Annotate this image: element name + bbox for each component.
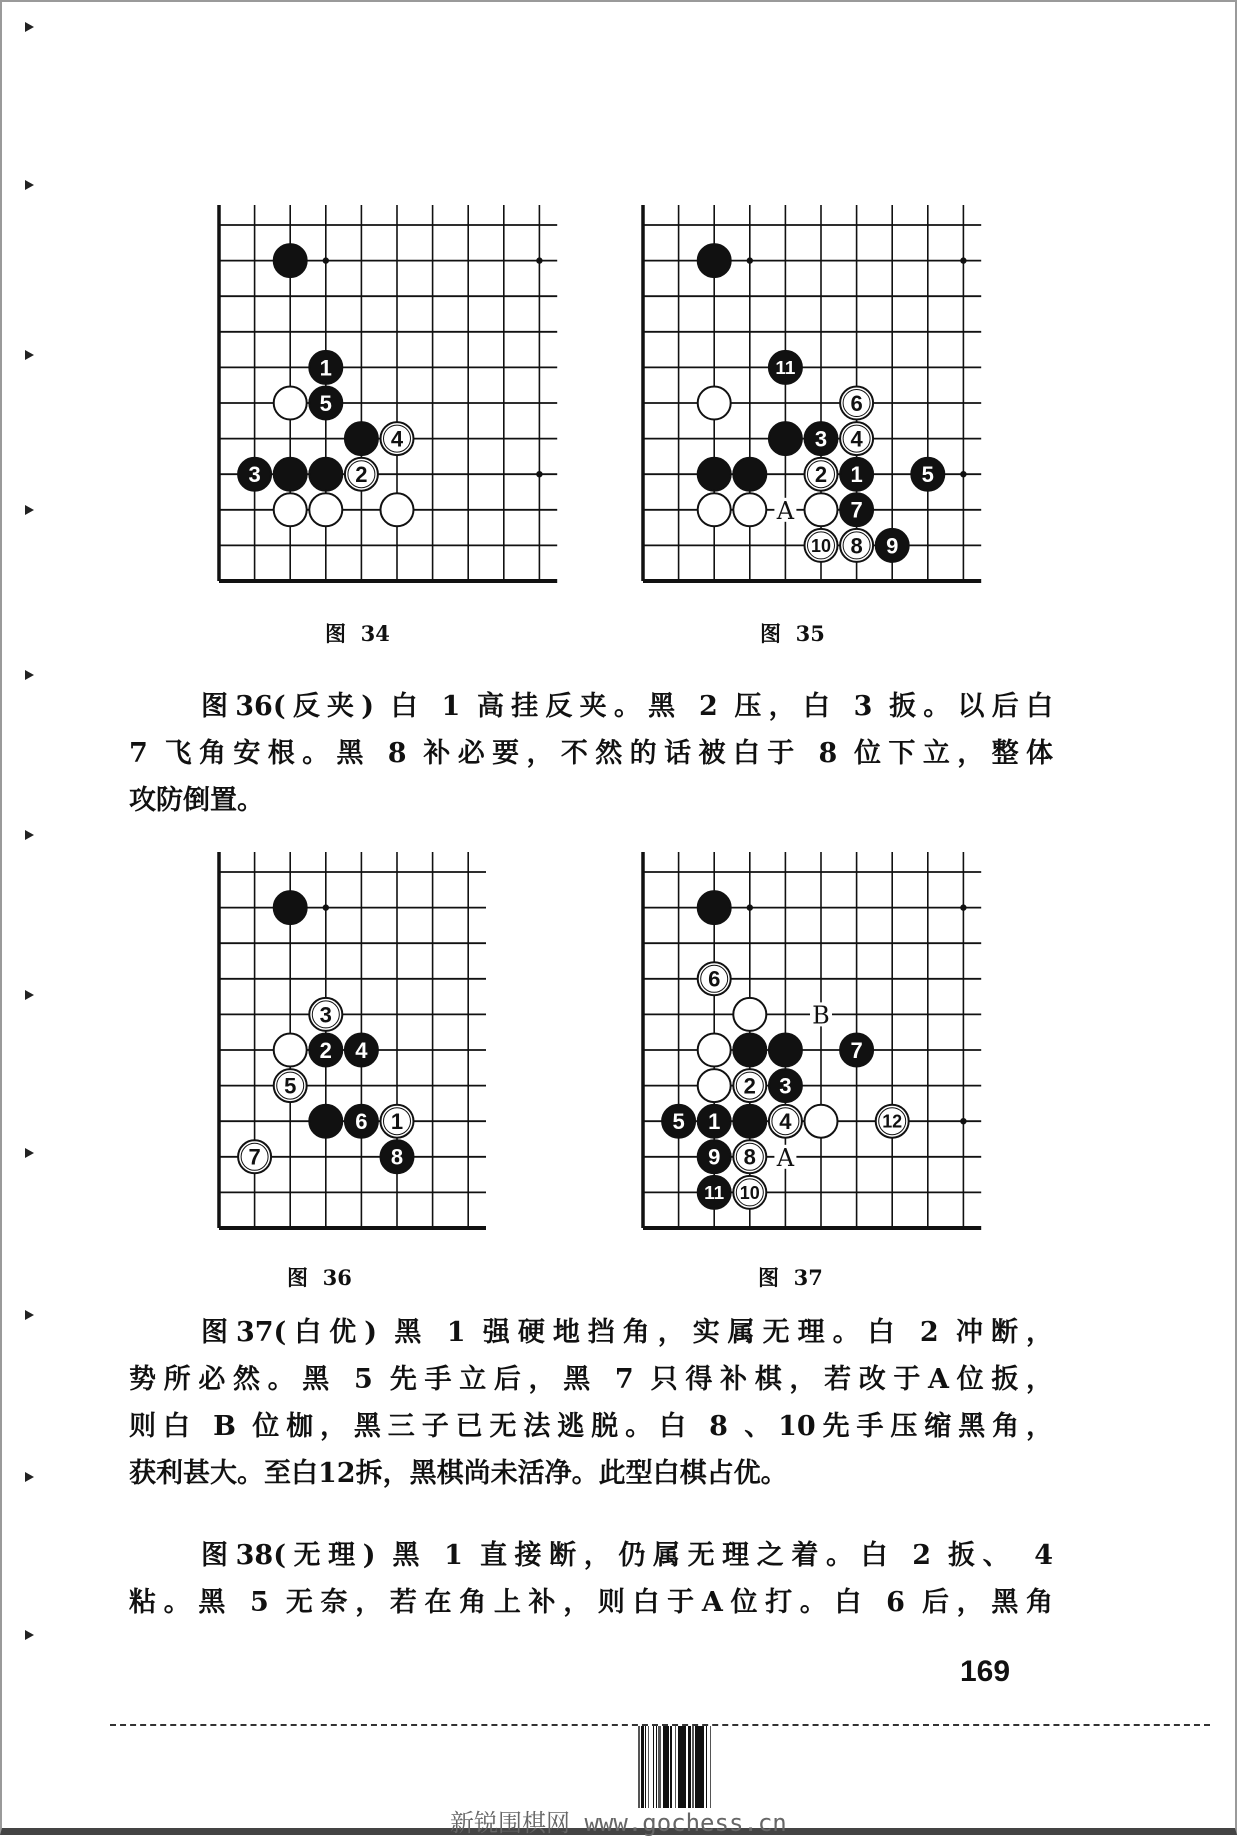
star-point: [323, 904, 329, 910]
white-stone: [381, 493, 414, 526]
paragraph-fig36: [129, 683, 1053, 824]
text-line: [129, 1309, 1053, 1356]
text: (无理) 黑 1 直接断，仍属无理之着。白 2 扳、 4: [273, 1540, 1054, 1571]
black-stone: [733, 1105, 766, 1138]
star-point: [536, 471, 542, 477]
black-stone: [309, 458, 342, 491]
paragraph-fig37: [129, 1309, 1053, 1497]
text-line: 攻防倒置。: [129, 785, 264, 816]
go-diagram-35: [623, 200, 934, 559]
move-number: 3: [248, 462, 261, 488]
move-number: 7: [850, 1037, 863, 1063]
black-stone: [698, 891, 731, 924]
move-number: 5: [921, 462, 934, 488]
figure-reference: 图38: [201, 1540, 274, 1571]
move-number: 4: [850, 426, 863, 452]
move-number: 4: [390, 426, 404, 452]
move-number: 5: [319, 390, 332, 416]
move-number: 1: [319, 355, 332, 381]
move-number: 5: [672, 1109, 685, 1135]
move-number: 2: [743, 1073, 756, 1099]
move-number: 8: [390, 1144, 404, 1170]
barcode-bar: [711, 1726, 713, 1808]
star-point: [960, 904, 966, 910]
position-mark-B: B: [812, 1001, 830, 1030]
binding-mark-icon: [25, 1630, 34, 1640]
white-stone: [698, 493, 731, 526]
black-stone: [274, 891, 307, 924]
move-number: 7: [850, 497, 863, 523]
star-point: [960, 471, 966, 477]
move-number: 12: [882, 1111, 903, 1132]
barcode-bar: [695, 1726, 704, 1808]
move-number: 8: [743, 1144, 756, 1170]
text-line: 势所必然。黑 5 先手立后，黑 7 只得补棋，若改于A位扳，: [129, 1364, 1053, 1395]
binding-mark-icon: [25, 180, 34, 190]
binding-mark-icon: [25, 1310, 34, 1320]
star-point: [747, 904, 753, 910]
move-number: 6: [850, 390, 863, 416]
text-line: [129, 683, 1053, 730]
move-number: 3: [779, 1073, 792, 1099]
binding-mark-icon: [25, 350, 34, 360]
move-number: 2: [814, 462, 828, 488]
star-point: [960, 257, 966, 263]
paragraph-fig38: [129, 1532, 1053, 1626]
black-stone: [309, 1105, 342, 1138]
watermark: 新锐围棋网 www.gochess.cn: [450, 1809, 787, 1837]
move-number: 8: [850, 533, 863, 559]
white-stone: [805, 493, 838, 526]
white-stone: [805, 1105, 838, 1138]
text-line: [129, 1532, 1053, 1579]
text-line: 获利甚大。至白12拆，黑棋尚未活净。此型白棋占优。: [129, 1458, 788, 1489]
text: (白优) 黑 1 强硬地挡角，实属无理。白 2 冲断，: [273, 1317, 1053, 1348]
white-stone: [274, 493, 307, 526]
black-stone: [769, 1034, 802, 1067]
go-diagram-37: [623, 847, 903, 1203]
barcode-bar: [678, 1726, 686, 1808]
star-point: [747, 257, 753, 263]
black-stone: [274, 244, 307, 277]
move-number: 1: [708, 1109, 721, 1135]
move-number: 11: [775, 357, 796, 378]
binding-mark-icon: [25, 670, 34, 680]
star-point: [536, 257, 542, 263]
binding-mark-icon: [25, 1148, 34, 1158]
white-stone: [698, 1034, 731, 1067]
move-number: 5: [284, 1073, 297, 1099]
figure-caption-34: 图 34: [325, 621, 390, 646]
move-number: 9: [886, 533, 899, 559]
move-number: 11: [704, 1182, 725, 1203]
text-line: 粘。黑 5 无奈，若在角上补，则白于A位打。白 6 后，黑角: [129, 1587, 1053, 1618]
position-mark-A: A: [776, 496, 795, 525]
white-stone: [698, 1069, 731, 1102]
move-number: 3: [319, 1002, 332, 1028]
move-number: 1: [390, 1109, 404, 1135]
move-number: 6: [355, 1109, 368, 1135]
figure-caption-35: 图 35: [760, 621, 825, 646]
position-mark-A: A: [776, 1143, 795, 1172]
move-number: 4: [779, 1109, 792, 1135]
star-point: [960, 1118, 966, 1124]
move-number: 4: [355, 1037, 368, 1063]
move-number: 7: [248, 1144, 261, 1170]
binding-mark-icon: [25, 22, 34, 32]
black-stone: [733, 1034, 766, 1067]
text-line: 则白 B 位枷，黑三子已无法逃脱。白 8 、10先手压缩黑角，: [129, 1411, 1053, 1442]
move-number: 10: [739, 1182, 760, 1203]
black-stone: [698, 244, 731, 277]
binding-mark-icon: [25, 1472, 34, 1482]
move-number: 1: [850, 462, 863, 488]
move-number: 2: [319, 1037, 332, 1063]
move-number: 2: [355, 462, 368, 488]
move-number: 3: [814, 426, 828, 452]
figure-caption-37: 图 37: [758, 1265, 823, 1290]
figure-caption-36: 图 36: [287, 1265, 352, 1290]
binding-mark-icon: [25, 990, 34, 1000]
white-stone: [733, 493, 766, 526]
white-stone: [309, 493, 342, 526]
black-stone: [345, 422, 378, 455]
figure-reference: 图36: [201, 691, 273, 722]
move-number: 10: [811, 535, 831, 556]
figure-reference: 图37: [201, 1317, 274, 1348]
go-diagram-36: [199, 847, 404, 1170]
black-stone: [698, 458, 731, 491]
black-stone: [274, 458, 307, 491]
white-stone: [698, 387, 731, 420]
binding-mark-icon: [25, 830, 34, 840]
go-diagram-34: [199, 200, 404, 488]
text-line: 7 飞角安根。黑 8 补必要，不然的话被白于 8 位下立，整体: [129, 738, 1053, 769]
text: (反夹) 白 1 高挂反夹。黑 2 压，白 3 扳。以后白: [272, 691, 1053, 722]
black-stone: [769, 422, 802, 455]
move-number: 6: [708, 966, 721, 992]
star-point: [323, 257, 329, 263]
move-number: 9: [708, 1144, 721, 1170]
binding-mark-icon: [25, 505, 34, 515]
white-stone: [274, 387, 307, 420]
black-stone: [733, 458, 766, 491]
page-number: 169: [960, 1655, 1011, 1688]
white-stone: [733, 998, 766, 1031]
white-stone: [274, 1034, 307, 1067]
barcode: [638, 1726, 796, 1808]
